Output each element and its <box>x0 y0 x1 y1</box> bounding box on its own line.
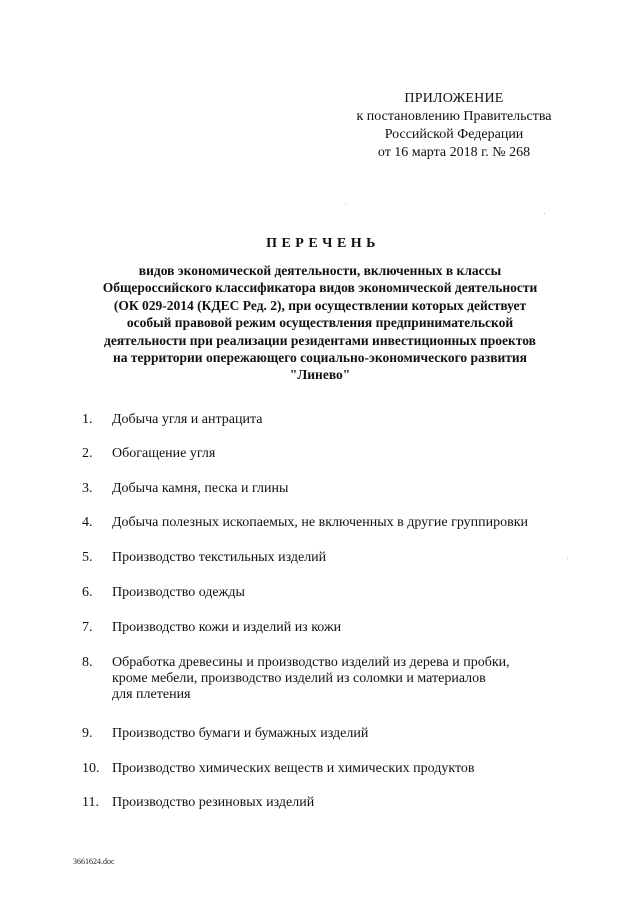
item-line: Производство резиновых изделий <box>112 795 315 810</box>
item-number: 4. <box>82 515 93 530</box>
item-line: Добыча угля и антрацита <box>112 412 263 427</box>
item-line: Добыча полезных ископаемых, не включенных в другие группировки <box>112 515 529 530</box>
item-line: Добыча камня, песка и глины <box>112 481 289 496</box>
item-text <box>112 481 288 497</box>
item-number: 10. <box>82 761 100 776</box>
document-title: ПЕРЕЧЕНЬ <box>266 236 380 251</box>
item-text <box>112 412 262 428</box>
item-number: 8. <box>82 655 93 670</box>
appendix-line-date-number: от 16 марта 2018 г. № 268 <box>377 145 531 160</box>
subtitle-line: Общероссийского классификатора видов экономической деятельности <box>102 280 538 296</box>
item-line: кроме мебели, производство изделий из соломки и материалов <box>112 671 486 686</box>
item-number: 7. <box>82 620 93 635</box>
subtitle-line: на территории опережающего социально-экономического развития <box>113 350 527 366</box>
item-line: Производство бумаги и бумажных изделий <box>112 726 369 741</box>
item-text <box>112 655 510 703</box>
document-file-id: 3661624.doc <box>73 857 115 866</box>
item-number: 3. <box>82 481 93 496</box>
item-text <box>112 585 245 601</box>
item-text <box>112 620 341 636</box>
item-line: Производство одежды <box>112 585 245 600</box>
item-number: 9. <box>82 726 93 741</box>
item-number: 2. <box>82 446 93 461</box>
item-text <box>112 726 368 742</box>
item-text <box>112 795 314 811</box>
item-text <box>112 515 528 531</box>
item-text <box>112 446 215 462</box>
item-number: 6. <box>82 585 93 600</box>
item-number: 11. <box>82 795 99 810</box>
subtitle-line: особый правовой режим осуществления предпринимательской <box>126 315 514 331</box>
item-line: Производство кожи и изделий из кожи <box>112 620 342 635</box>
appendix-line-federation: Российской Федерации <box>384 127 524 142</box>
subtitle-line: "Линево" <box>289 367 351 383</box>
subtitle-line: видов экономической деятельности, включенных в классы <box>138 263 502 278</box>
item-line: Производство химических веществ и химических продуктов <box>112 761 475 776</box>
item-line: Обогащение угля <box>112 446 216 461</box>
item-line: Обработка древесины и производство изделий из дерева и пробки, <box>112 655 510 670</box>
item-text <box>112 550 326 566</box>
subtitle-line: (ОК 029-2014 (КДЕС Ред. 2), при осуществлении которых действует <box>113 297 527 313</box>
item-line: Производство текстильных изделий <box>112 550 327 565</box>
item-text <box>112 761 475 777</box>
appendix-title: ПРИЛОЖЕНИЕ <box>404 91 504 106</box>
appendix-line-resolution: к постановлению Правительства <box>356 109 552 124</box>
subtitle-line: деятельности при реализации резидентами инвестиционных проектов <box>104 332 536 348</box>
item-number: 5. <box>82 550 93 565</box>
item-line: для плетения <box>112 687 191 702</box>
item-number: 1. <box>82 412 93 427</box>
